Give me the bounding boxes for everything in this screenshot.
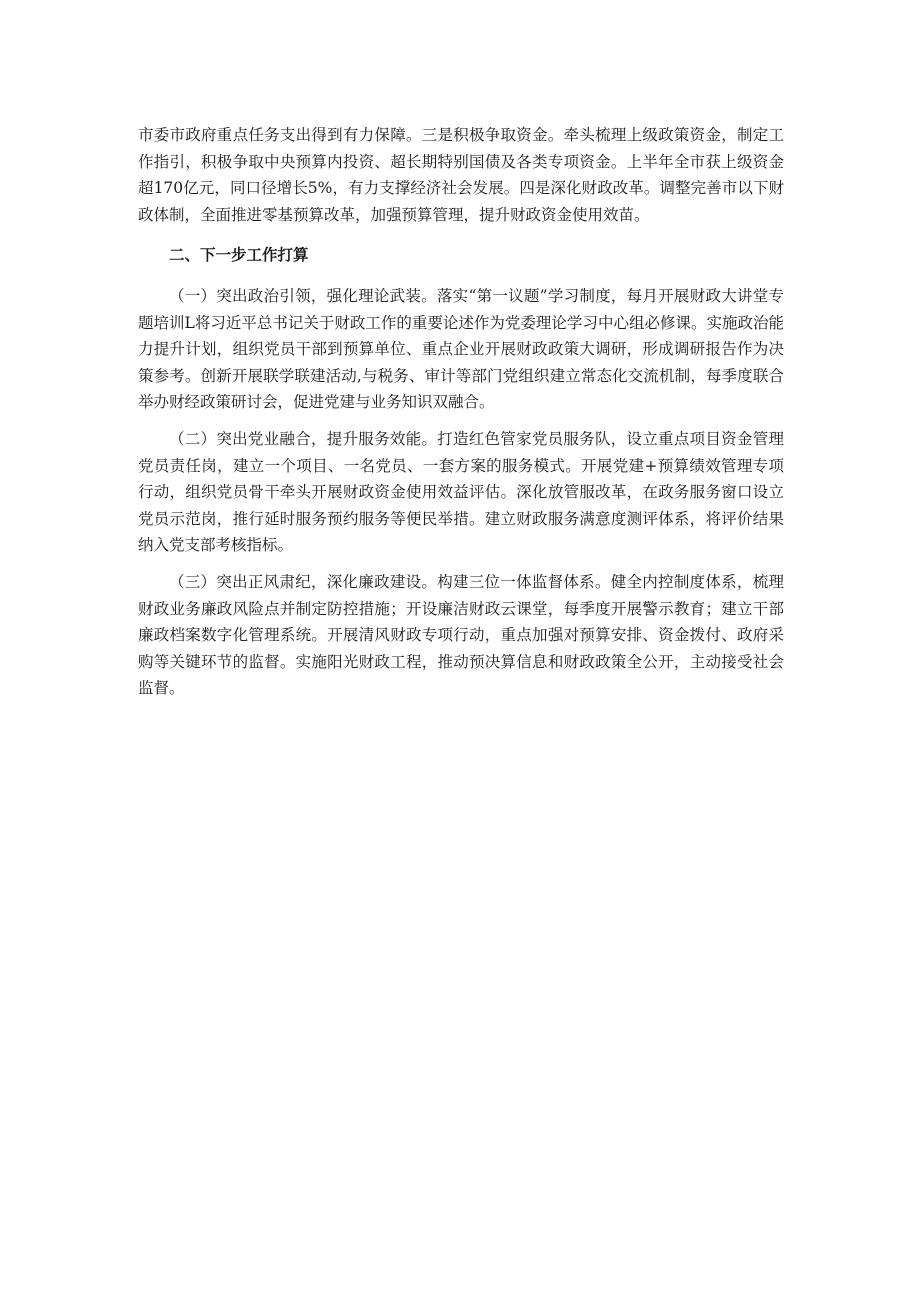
item-paragraph-1: （一）突出政治引领，强化理论武装。落实“第一议题”学习制度，每月开展财政大讲堂专题培训L将习近平总书记关于财政工作的重要论述作为党委理论学习中心组必修课。实施政治能力提升计划，组织党员干部到预算单位、重点企业开展财政政策大调研，形成调研报告作为决策参考。创新开展联学联建活动,与税务、审计等部门党组织建立常态化交流机制，每季度联合举办财经政策研讨会，促进党建与业务知识双融合。 [138, 286, 784, 412]
document-page [138, 122, 784, 712]
section-heading: 二、下一步工作打算 [169, 246, 309, 265]
intro-paragraph: 市委市政府重点任务支出得到有力保障。三是积极争取资金。牵头梳理上级政策资金，制定工作指引，积极争取中央预算内投资、超长期特别国债及各类专项资金。上半年全市获上级资金超170亿元，同口径增长5%，有力支撑经济社会发展。四是深化财政改革。调整完善市以下财政体制，全面推进零基预算改革，加强预算管理，提升财政资金使用效苗。 [138, 126, 784, 224]
item-paragraph-3: （三）突出正风肃纪，深化廉政建设。构建三位一体监督体系。健全内控制度体系，梳理财政业务廉政风险点并制定防控措施；开设廉洁财政云课堂，每季度开展警示教育；建立干部廉政档案数字化管理系统。开展清风财政专项行动，重点加强对预算安排、资金拨付、政府采购等关键环节的监督。实施阳光财政工程，推动预决算信息和财政政策全公开，主动接受社会监督。 [138, 572, 784, 698]
item-paragraph-2: （二）突出党业融合，提升服务效能。打造红色管家党员服务队，设立重点项目资金管理党员责任岗，建立一个项目、一名党员、一套方案的服务模式。开展党建+预算绩效管理专项行动，组织党员骨干牵头开展财政资金使用效益评估。深化放管服改革，在政务服务窗口设立党员示范岗，推行延时服务预约服务等便民举措。建立财政服务满意度测评体系，将评价结果纳入党支部考核指标。 [138, 429, 784, 555]
